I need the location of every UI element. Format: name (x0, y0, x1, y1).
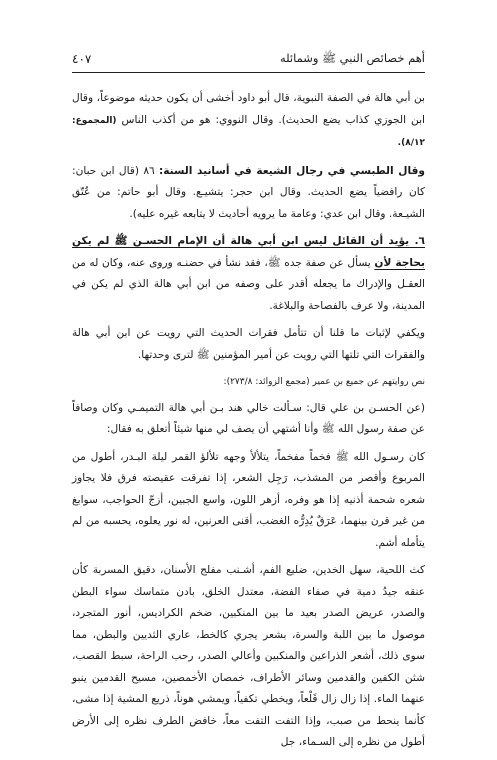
header-rule (72, 72, 425, 73)
paragraph-3 (72, 231, 425, 317)
paragraph-6: (عن الحسـن بن علي قال: سـألت خالي هند بـن أبي هالة التميمـي وكان وصافاً عن صفة رسول الله ﷺ وأنا أشتهي أن يصف لي منها شيئاً أتعلق به فقال: (72, 401, 425, 435)
point-6-heading: ٦. يؤيد أن القائل ليس ابن أبي هالة أن الإمام الحسـن ﷺ لم يكن بحاجة لأن (72, 235, 425, 269)
paragraph-3-text: يسأل عن صفة جده ﷺ، فقد نشأ في حضنـه وروى عنه، وكان له من العقـل والإدراك ما يجعله أقدر على وصفه من ابن أبي هالة الذي لم يكن في المدينة، ولا عرف بالفصاحة والبلاغة. (72, 256, 425, 312)
citation-majmu: (المجموع: ٨/١٢). (72, 115, 425, 148)
page-number: ٤٠٧ (72, 52, 92, 66)
page-body (72, 88, 425, 760)
source-label-tabsi: وقال الطبسي في رجال الشيعة في أسانيد السنة: (159, 164, 425, 177)
paragraph-1 (72, 88, 425, 155)
running-title: أهم خصائص النبي ﷺ وشمائله (279, 50, 425, 65)
paragraph-8: كث اللحية، سهل الخدين، ضليع الفم، أشـنب مفلج الأسنان، دقيق المسربة كأن عنقه جيدُ دمية في صفاء الفضة، معتدل الخلق، بادن متماسك سواء البطن والصدر، عريض الصدر بعيد ما بين المنكبين، ضخم الكراديس، أنور المتجرد، موصول ما بين اللبة والسرة، بشعر يجري كالخط، عاري الثديين والبطن، مما سوى ذلك، أشعر الذراعين والمنكبين وأعالي الصدر، رحب الراحة، سبط القصب، شثن الكفين والقدمين وسائر الأطراف، خمصان الأخمصين، مسيح القدمين ينبو عنهما الماء. إذا زال زال قَلْعاً، ويخطي تكفياً، ويمشي هوناً، ذريع المشية إذا مشى، كأنما ينحط من صبب، وإذا التفت التفت معاً، خافض الطرف نظره إلى الأرض أطول من نظره إلى السـماء، جل (72, 564, 425, 748)
paragraph-7: كان رسـول الله ﷺ فخماً مفخماً، يتلألأ وجهه تلألؤ القمر ليلة البـدر، أطول من المربوع وأقصر من المشذب، رَجِل الشعر، إذا تفرقت عقيصته فرق فلا يجاوز شعره شحمة أذنيه إذا هو وفره، أزهر اللون، واسع الجبين، أزجّ الحواجب، سوابغ من غير قرن بينهما، عَرَقٌ يُدِرُّه الغضب، أقنى العرنين، له نور يعلوه، يحسبه من لم يتأمله أشم. (72, 450, 425, 549)
paragraph-2 (72, 161, 425, 226)
paragraph-2-text: ٨٦ (قال ابن حبان: كان رافضياً يضع الحديث. وقال ابن حجر: يتشيـع. وقال أبو حاتم: من عُتّق الشيـعة. وقال ابن عدي: وعامة ما يرويه أحاديث لا يتابعه غيره عليه). (72, 164, 425, 220)
page-header (72, 50, 425, 68)
paragraph-5: نص روايتهم عن جميع بن عمير (مجمع الزوائد: ٢٧٣/٨): (223, 377, 425, 387)
paragraph-1-text: بن أبي هالة في الصفة النبوية، قال أبو داود أخشى أن يكون حديثه موضوعاً، وقال ابن الجوزي كذاب يضع الحديث). وقال النووي: هو من أكذب الناس (72, 92, 425, 126)
paragraph-4: ويكفي لإثبات ما قلنا أن تتأمل فقرات الحديث التي رويت عن ابن أبي هالة والفقرات التي تلتها التي رويت عن أمير المؤمنين ﷺ لترى وحدتها. (72, 327, 425, 361)
